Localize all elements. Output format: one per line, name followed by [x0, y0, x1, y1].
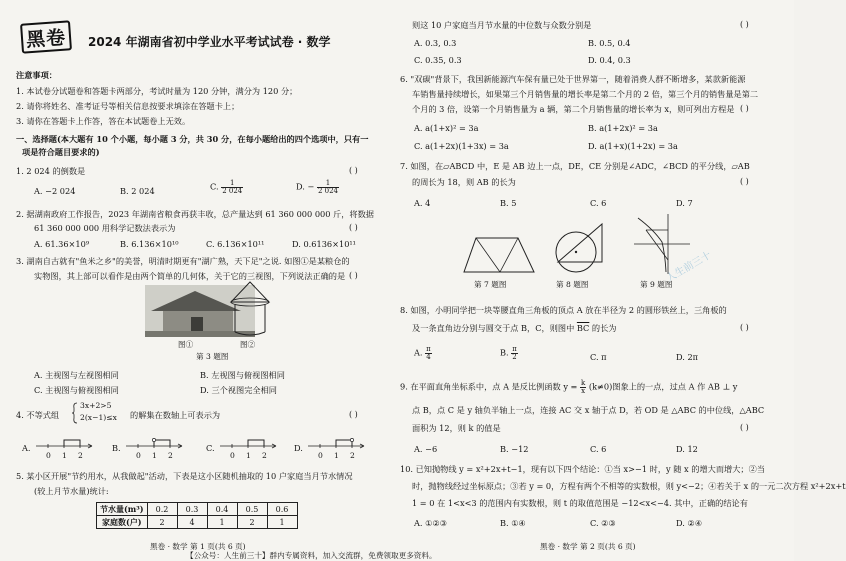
- q3-fig2-label: 图②: [240, 340, 256, 349]
- q9-option-b: B. −12: [500, 444, 529, 454]
- numerator: π: [426, 345, 431, 353]
- q2-option-a: A. 61.36×10⁹: [34, 239, 90, 249]
- tick-label: 2: [350, 451, 355, 460]
- q2-option-d: D. 0.6136×10¹¹: [292, 239, 356, 249]
- q5-stem-cont: (较上月节水量)统计:: [34, 486, 109, 496]
- open-endpoint: [350, 438, 353, 441]
- brace-path: [72, 403, 77, 423]
- page-footer-left: 黑卷 · 数学 第 1 页(共 6 页): [150, 542, 246, 551]
- promo-banner: 【公众号：人生前三十】群内专属资料，加入交流群，免费领取更多资料。: [186, 551, 437, 560]
- segment-de: [476, 238, 500, 272]
- numerator: π: [512, 345, 517, 353]
- row-header: 节水量(m³): [97, 503, 148, 516]
- q9-stem: [400, 380, 737, 395]
- arc-bc-label: $\overline{BC}$: [576, 323, 590, 333]
- q7-option-b: B. 5: [500, 198, 517, 208]
- q1-option-a: A. −2 024: [34, 186, 76, 196]
- cylinder-bottom: [235, 332, 265, 335]
- q9-figure-caption: 第 9 题图: [640, 280, 673, 289]
- number-line-c: [220, 437, 280, 451]
- q1-option-d: [296, 180, 339, 195]
- q9-option-d: D. 12: [676, 444, 698, 454]
- q4-option-a: A.: [22, 443, 31, 453]
- q5-answer-paren: ( ): [740, 20, 749, 29]
- q5-stem: 5. 某小区开展"节约用水，从我做起"活动，下表是这小区随机抽取的 10 户家庭当月节水情况: [16, 471, 353, 481]
- table-cell: 0.6: [267, 503, 297, 516]
- q4-inequality-2: 2(x−1)≤x: [80, 413, 117, 422]
- q2-option-b: B. 6.136×10¹⁰: [120, 239, 179, 249]
- q9-stem-part: 9. 在平面直角坐标系中，点 A 是反比例函数 y =: [400, 381, 578, 392]
- segment-ce: [500, 238, 518, 272]
- solution-bracket: [154, 440, 170, 446]
- q1-stem: 1. 2 024 的倒数是: [16, 166, 86, 176]
- q9-stem-cont: 面积为 12，则 k 的值是: [412, 423, 501, 433]
- q1-option-c: [210, 180, 243, 195]
- notice-item: 2. 请你将姓名、准考证号等相关信息按要求填涂在答题卡上；: [16, 101, 240, 111]
- tick-label: 0: [136, 451, 141, 460]
- table-row: [97, 503, 298, 516]
- q2-stem-cont: 61 360 000 000 用科学记数法表示为: [34, 223, 176, 233]
- q1-c-label: C.: [210, 181, 219, 192]
- q8-a-label: A.: [414, 347, 423, 358]
- tick-label: 2: [168, 451, 173, 460]
- q10-option-c: C. ②③: [590, 518, 616, 528]
- q6-option-c: C. a(1+2x)(1+3x) = 3a: [414, 141, 509, 151]
- tick-label: 1: [334, 451, 339, 460]
- q9-answer-paren: ( ): [740, 423, 749, 432]
- solution-bracket: [336, 440, 352, 446]
- q6-stem-cont: 个月的 3 倍，设第一个月销售量为 a 辆，第二个月销售量的增长率为 x，则可列出方程是: [412, 104, 735, 114]
- q5-option-d: D. 0.4, 0.3: [588, 55, 631, 65]
- q9-stem-cont: 点 B，点 C 是 y 轴负半轴上一点，连接 AC 交 x 轴于点 D，若 OD 是 △ABC 的中位线，△ABC: [412, 405, 765, 415]
- q6-option-d: D. a(1+x)(1+2x) = 3a: [588, 141, 678, 151]
- q8-answer-paren: ( ): [740, 323, 749, 332]
- tick-label: 1: [246, 451, 251, 460]
- q10-option-b: B. ①④: [500, 518, 526, 528]
- inequality-brace: [72, 402, 78, 424]
- q7-stem-cont: 的周长为 18，则 AB 的长为: [412, 177, 516, 187]
- q5-option-a: A. 0.3, 0.3: [414, 38, 457, 48]
- section-heading-cont: 项是符合题目要求的): [22, 147, 100, 157]
- q8-b-fraction: [511, 346, 518, 361]
- q8-a-fraction: [425, 346, 432, 361]
- circle-triangle-figure: [548, 222, 610, 278]
- q9-option-a: A. −6: [414, 444, 438, 454]
- solution-bracket: [248, 440, 264, 446]
- badge-text: 黑卷: [25, 26, 67, 51]
- open-endpoint: [152, 438, 155, 441]
- q4-option-d: D.: [294, 443, 303, 453]
- tick-label: 1: [152, 451, 157, 460]
- q4-option-c: C.: [206, 443, 215, 453]
- q6-answer-paren: ( ): [740, 104, 749, 113]
- exam-title: 2024 年湖南省初中学业水平考试试卷 · 数学: [88, 35, 331, 49]
- hyperbola-branch: [638, 218, 666, 272]
- numerator: 1: [221, 180, 243, 188]
- denominator: 4: [426, 353, 431, 361]
- q5-question: 则这 10 户家庭当月节水量的中位数与众数分别是: [412, 20, 592, 30]
- denominator: 2 024: [222, 187, 243, 195]
- q4-inequality-1: 3x+2>5: [80, 401, 112, 410]
- q4-option-b: B.: [112, 443, 121, 453]
- q3-option-b: B. 左视图与俯视图相同: [200, 370, 285, 380]
- q8-stem: 8. 如图，小明同学把一块等腰直角三角板的顶点 A 放在半径为 2 的圆形铁丝上，三角板的: [400, 305, 727, 315]
- segment-ac: [646, 230, 668, 260]
- tick-label: 1: [62, 451, 67, 460]
- q7-option-c: C. 6: [590, 198, 607, 208]
- q4-stem-post: 的解集在数轴上可表示为: [130, 410, 221, 420]
- q9-stem-part: (k≠0)图象上的一点，过点 A 作 AB ⊥ y: [588, 381, 738, 392]
- q8-b-label: B.: [500, 347, 509, 358]
- q8-stem-cont: [412, 323, 617, 333]
- numerator: k: [581, 379, 586, 387]
- q3-stem: 3. 湖南自古就有"鱼米之乡"的美誉，明清时期更有"湖广熟，天下足"之说. 如图①是某粮仓的: [16, 256, 350, 266]
- q9-option-c: C. 6: [590, 444, 607, 454]
- table-cell: 4: [177, 516, 207, 529]
- number-line-a: [36, 437, 96, 451]
- q2-option-c: C. 6.136×10¹¹: [206, 239, 265, 249]
- solution-bracket: [64, 440, 80, 446]
- k-over-x-fraction: [580, 380, 586, 395]
- tick-label: 0: [318, 451, 323, 460]
- parallelogram-figure: [462, 236, 536, 276]
- q3-option-d: D. 三个视图完全相同: [200, 385, 277, 395]
- q1-c-fraction: [221, 180, 243, 195]
- row-header: 家庭数(户): [97, 516, 148, 529]
- q7-answer-paren: ( ): [740, 177, 749, 186]
- table-cell: 2: [147, 516, 177, 529]
- q8-stem-part: 的长为: [591, 323, 617, 333]
- q8-figure-caption: 第 8 题图: [556, 280, 589, 289]
- tick-label: 0: [230, 451, 235, 460]
- notice-heading: 注意事项：: [16, 70, 57, 80]
- q7-stem: 7. 如图，在▱ABCD 中，E 是 AB 边上一点，DE，CE 分别是∠ADC，∠BCD 的平分线，▱AB: [400, 161, 750, 171]
- q8-option-d: D. 2π: [676, 352, 699, 362]
- q4-stem-pre: 4. 不等式组: [16, 410, 60, 420]
- q8-option-b: [500, 346, 518, 361]
- q3-option-c: C. 主视图与俯视图相同: [34, 385, 119, 395]
- denominator: 2 024: [317, 187, 338, 195]
- q4-answer-paren: ( ): [349, 410, 358, 419]
- q3-option-a: A. 主视图与左视图相同: [34, 370, 119, 380]
- table-cell: 0.5: [237, 503, 267, 516]
- q10-option-a: A. ①②③: [414, 518, 448, 528]
- watermark: 人生前三十: [664, 249, 714, 285]
- number-line-d: [308, 437, 368, 451]
- q1-d-label: D. −: [296, 181, 315, 192]
- q3-fig1-label: 图①: [178, 340, 194, 349]
- table-cell: 1: [267, 516, 297, 529]
- q5-option-b: B. 0.5, 0.4: [588, 38, 631, 48]
- denominator: 2: [512, 353, 517, 361]
- numerator: 1: [317, 180, 339, 188]
- q10-stem-cont: 1 = 0 在 1<x<3 的范围内有实数根，则 t 的取值范围是 −12<x<−4. 其中，正确的结论有: [412, 498, 748, 508]
- denominator: x: [581, 387, 586, 395]
- q3-stem-cont: 实物图，其上部可以看作是由两个简单的几何体，关于它的三视图，下列说法正确的是: [34, 271, 346, 281]
- parallelogram-abcd: [464, 238, 534, 272]
- q1-answer-paren: ( ): [349, 166, 358, 175]
- section-heading: 一、选择题(本大题有 10 个小题，每小题 3 分，共 30 分，在每小题给出的四个选项中，只有一: [16, 134, 369, 144]
- granary-shape-figure: [227, 280, 273, 338]
- q1-d-fraction: [317, 180, 339, 195]
- q6-option-a: A. a(1+x)² = 3a: [414, 123, 479, 133]
- q6-option-b: B. a(1+2x)² = 3a: [588, 123, 658, 133]
- notice-item: 1. 本试卷分试题卷和答题卡两部分，考试时量为 120 分钟，满分为 120 分；: [16, 86, 298, 96]
- table-cell: 0.3: [177, 503, 207, 516]
- tick-label: 0: [46, 451, 51, 460]
- tick-label: 2: [78, 451, 83, 460]
- q3-figure-caption: 第 3 题图: [196, 352, 229, 361]
- table-row: [97, 516, 298, 529]
- q7-option-d: D. 7: [676, 198, 693, 208]
- q8-option-a: [414, 346, 432, 361]
- q10-stem: 10. 已知抛物线 y = x²+2x+t−1，现有以下四个结论：①当 x>−1 时，y 随 x 的增大而增大；②当: [400, 464, 765, 474]
- table-cell: 0.4: [207, 503, 237, 516]
- q3-answer-paren: ( ): [349, 271, 358, 280]
- water-saving-table: [96, 502, 298, 529]
- q8-option-c: C. π: [590, 352, 607, 362]
- center-dot: [575, 251, 577, 253]
- q5-option-c: C. 0.35, 0.3: [414, 55, 462, 65]
- q7-figure-caption: 第 7 题图: [474, 280, 507, 289]
- q2-answer-paren: ( ): [349, 223, 358, 232]
- q10-stem-cont: 时，抛物线经过坐标原点；③若 y = 0，方程有两个不相等的实数根，则 y<−2；④若关于 x 的一元二次方程 x²+2x+t: [412, 481, 846, 491]
- table-cell: 1: [207, 516, 237, 529]
- number-line-b: [126, 437, 186, 451]
- black-volume-badge: [20, 20, 72, 53]
- table-cell: 2: [237, 516, 267, 529]
- q2-stem: 2. 据湖南政府工作报告，2023 年湖南省粮食再获丰收，总产量达到 61 360 000 000 斤，将数据: [16, 209, 374, 219]
- page-footer-right: 黑卷 · 数学 第 2 页(共 6 页): [540, 542, 636, 551]
- q6-stem-cont: 车销售量持续增长，如果第三个月销售量的增长率是第二个月的 2 倍，第三个月的销售量是第二: [412, 89, 759, 99]
- q7-option-a: A. 4: [414, 198, 431, 208]
- notice-item: 3. 请你在答题卡上作答，答在本试题卷上无效。: [16, 116, 191, 126]
- q1-option-b: B. 2 024: [120, 186, 155, 196]
- q10-option-d: D. ②④: [676, 518, 703, 528]
- q6-stem: 6. "双碳"背景下，我国新能源汽车保有量已处于世界第一，随着消费人群不断增多，某款新能源: [400, 74, 746, 84]
- table-cell: 0.2: [147, 503, 177, 516]
- granary-door: [191, 317, 203, 331]
- q8-stem-part: 及一条直角边分别与圆交于点 B，C，则图中: [412, 323, 575, 333]
- tick-label: 2: [262, 451, 267, 460]
